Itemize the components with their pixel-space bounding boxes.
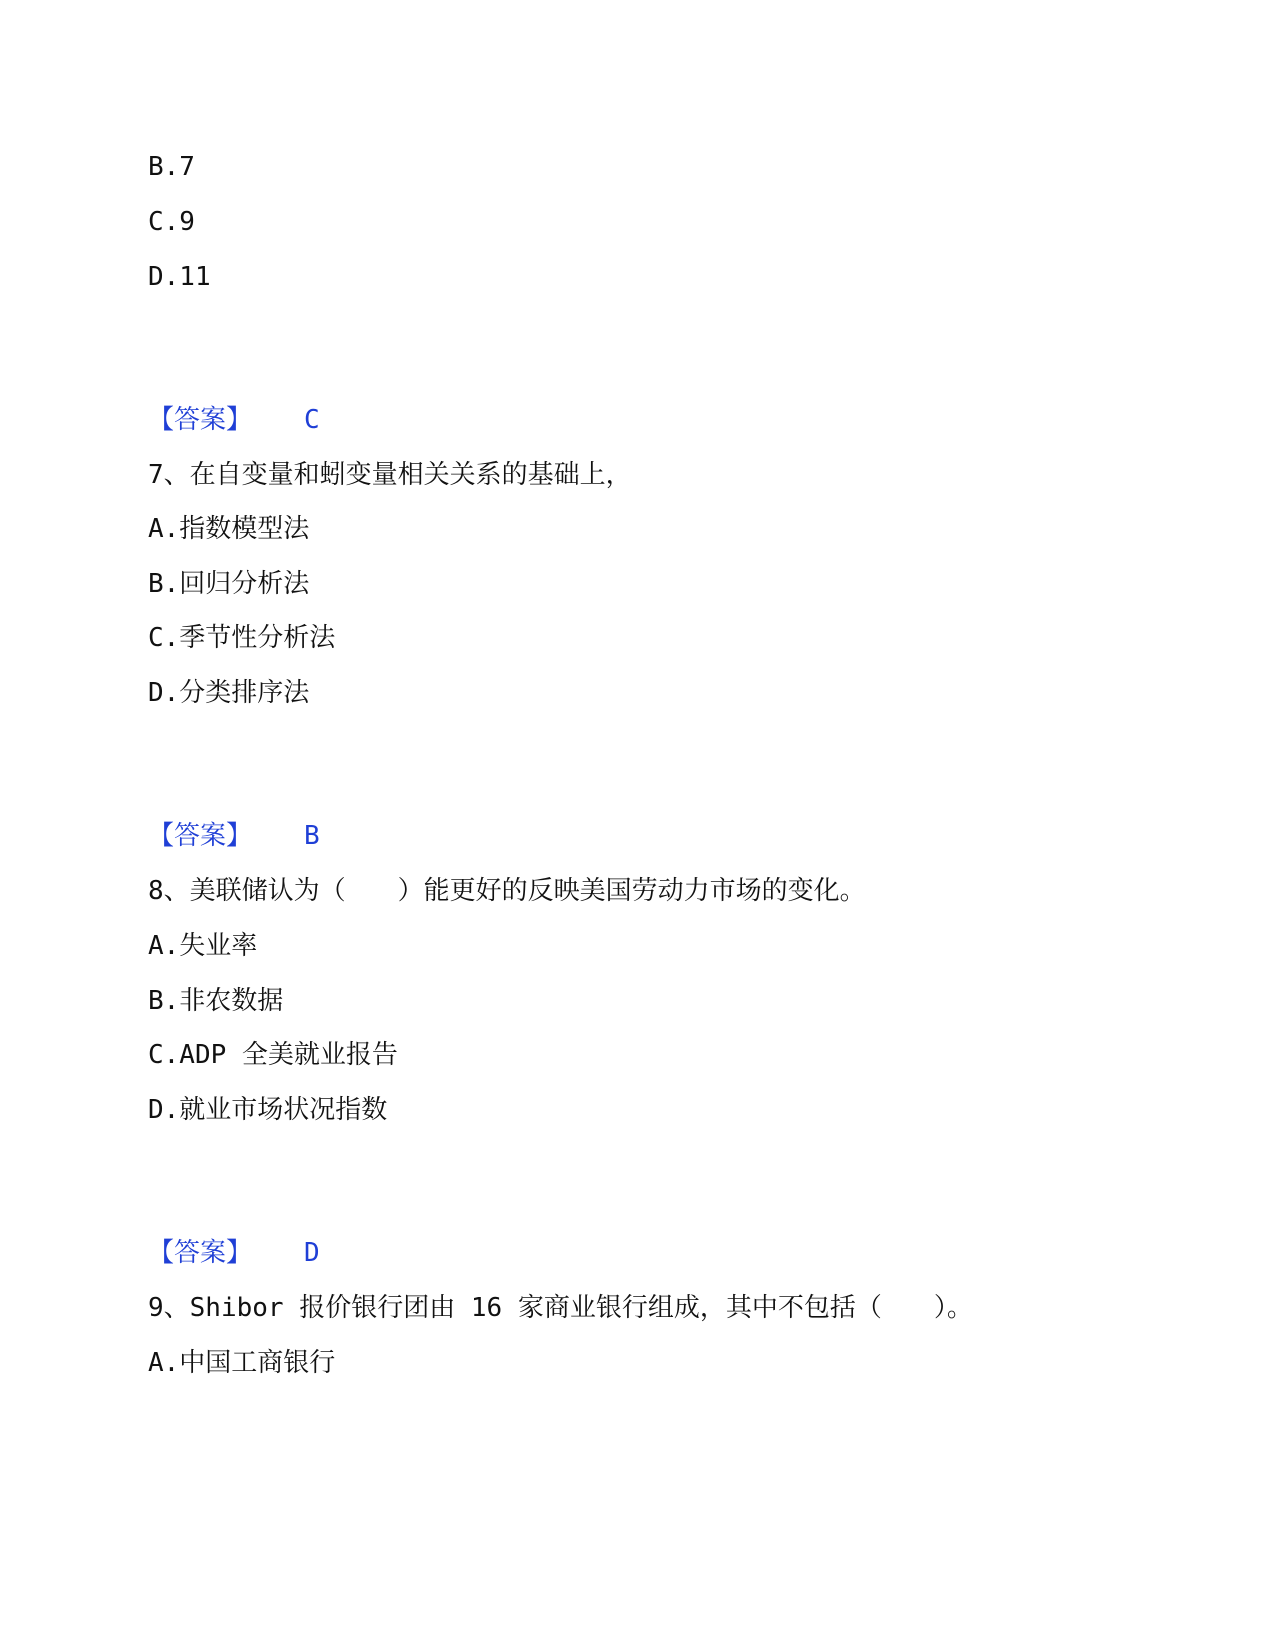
q7-option-c: C.季节性分析法 <box>148 623 336 653</box>
answer-value: C <box>304 405 320 435</box>
q8-option-a: A.失业率 <box>148 931 258 961</box>
q7-option-a: A.指数模型法 <box>148 514 310 544</box>
q8-answer <box>148 1236 320 1270</box>
q7-question: 7、在自变量和蚓变量相关关系的基础上， <box>148 460 632 490</box>
q8-option-c: C.ADP 全美就业报告 <box>148 1040 398 1070</box>
answer-label: 【答案】 <box>148 1238 253 1268</box>
answer-label: 【答案】 <box>148 821 253 851</box>
q7-answer <box>148 819 320 853</box>
q7-option-d: D.分类排序法 <box>148 678 310 708</box>
q9-question: 9、Shibor 报价银行团由 16 家商业银行组成，其中不包括（ ）。 <box>148 1293 973 1323</box>
q6-option-b: B.7 <box>148 152 195 182</box>
q8-option-d: D.就业市场状况指数 <box>148 1095 388 1125</box>
q8-question: 8、美联储认为（ ）能更好的反映美国劳动力市场的变化。 <box>148 876 866 906</box>
q6-option-d: D.11 <box>148 262 211 292</box>
answer-value: D <box>304 1238 320 1268</box>
q6-answer <box>148 403 320 437</box>
q6-option-c: C.9 <box>148 207 195 237</box>
answer-label: 【答案】 <box>148 405 253 435</box>
q9-option-a: A.中国工商银行 <box>148 1348 336 1378</box>
q7-option-b: B.回归分析法 <box>148 569 310 599</box>
q8-option-b: B.非农数据 <box>148 986 284 1016</box>
answer-value: B <box>304 821 320 851</box>
